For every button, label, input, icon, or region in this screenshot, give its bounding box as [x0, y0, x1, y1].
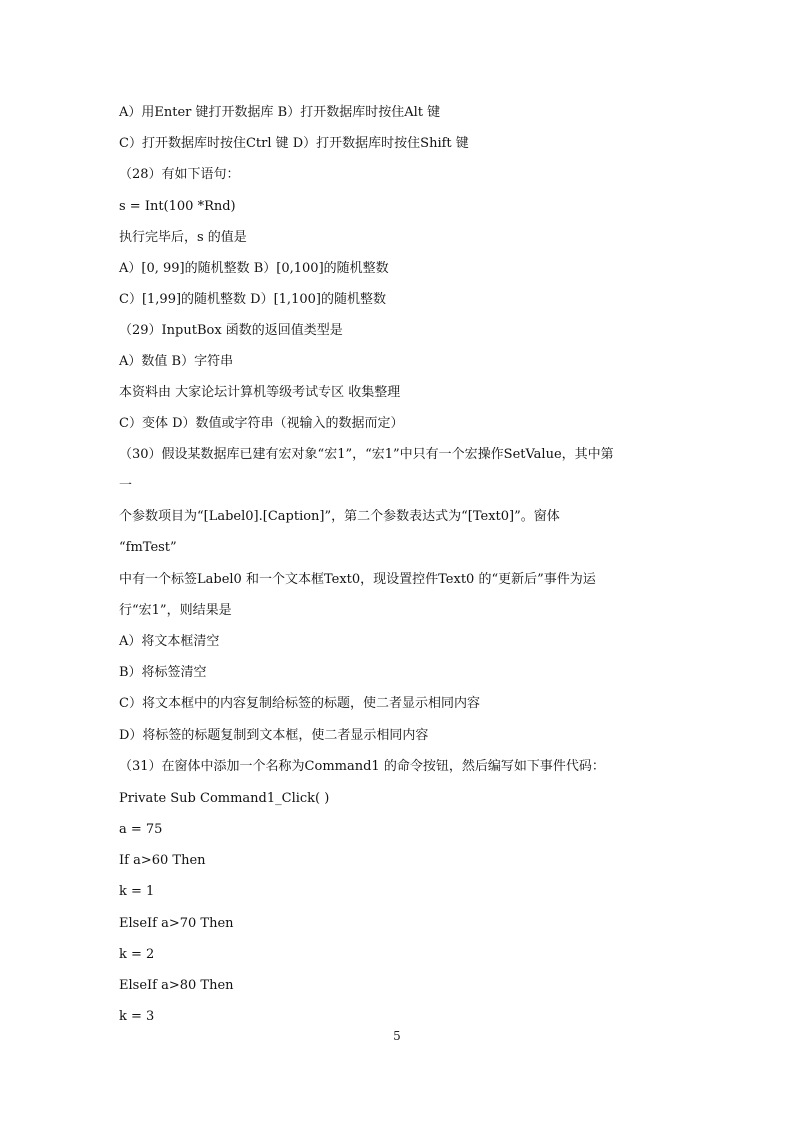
code-line: s = Int(100 *Rnd): [119, 199, 236, 214]
source-note: 本资料由 大家论坛计算机等级考试专区 收集整理: [119, 385, 401, 400]
question-29-heading: （29）InputBox 函数的返回值类型是: [119, 323, 343, 338]
code-line: k = 3: [119, 1009, 155, 1024]
question-31-heading: （31）在窗体中添加一个名称为Command1 的命令按钮，然后编写如下事件代码：: [119, 759, 605, 774]
question-text-line: 行“宏1”，则结果是: [119, 603, 232, 618]
answer-options-line: A）[0, 99]的随机整数 B）[0,100]的随机整数: [119, 261, 389, 276]
answer-options-line: A）用Enter 键打开数据库 B）打开数据库时按住Alt 键: [119, 105, 441, 120]
answer-option-a: A）将文本框清空: [119, 634, 220, 649]
question-28-heading: （28）有如下语句：: [119, 167, 240, 182]
code-line: k = 1: [119, 884, 155, 899]
answer-options-line: C）变体 D）数值或字符串（视输入的数据而定）: [119, 416, 404, 431]
question-text-line: “fmTest”: [119, 540, 177, 555]
answer-options-line: C）[1,99]的随机整数 D）[1,100]的随机整数: [119, 292, 386, 307]
answer-options-line: A）数值 B）字符串: [119, 354, 234, 369]
question-text-line: 执行完毕后，s 的值是: [119, 230, 247, 245]
code-line: ElseIf a>80 Then: [119, 978, 234, 993]
answer-option-d: D）将标签的标题复制到文本框，使二者显示相同内容: [119, 728, 429, 743]
question-30-heading: （30）假设某数据库已建有宏对象“宏1”，“宏1”中只有一个宏操作SetValue，其中第: [119, 447, 614, 462]
code-line: a = 75: [119, 822, 163, 837]
code-line: Private Sub Command1_Click( ): [119, 791, 330, 806]
answer-options-line: C）打开数据库时按住Ctrl 键 D）打开数据库时按住Shift 键: [119, 136, 469, 151]
code-line: k = 2: [119, 947, 155, 962]
question-text-line: 中有一个标签Label0 和一个文本框Text0，现设置控件Text0 的“更新后”事件为运: [119, 572, 596, 587]
code-line: ElseIf a>70 Then: [119, 916, 234, 931]
page-number: 5: [393, 1029, 401, 1043]
code-line: If a>60 Then: [119, 853, 206, 868]
question-text-line: 个参数项目为“[Label0].[Caption]”，第二个参数表达式为“[Text0]”。窗体: [119, 509, 560, 524]
answer-option-c: C）将文本框中的内容复制给标签的标题，使二者显示相同内容: [119, 696, 480, 711]
question-text-line: 一: [119, 478, 133, 493]
answer-option-b: B）将标签清空: [119, 665, 207, 680]
